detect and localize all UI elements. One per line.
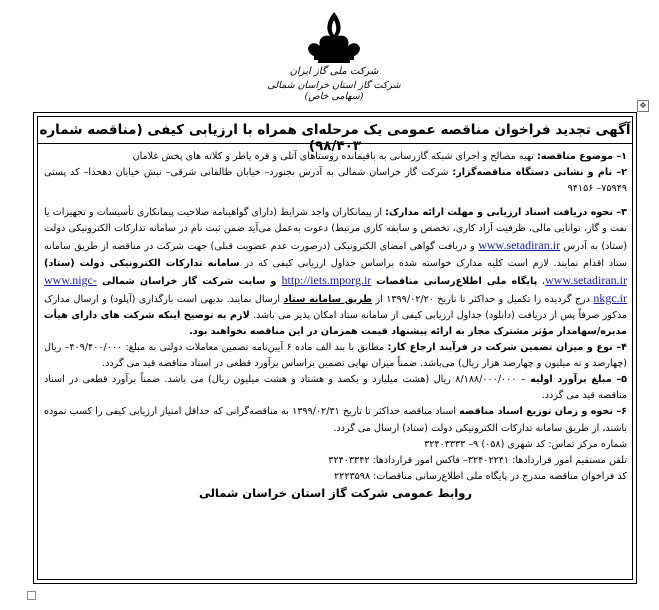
- item-4-text: مطابق با بند الف ماده ۶ آیین‌نامه تضمین معاملات دولتی به مبلغ: ۴۰۹/۴۰۰/۰۰۰– ریال (چهارصد و نه میلیون و چهارصد هزار ریال) می‌باشد. ضمناً میزان نهایی تضمین براساس برآورد قطعی در اسناد مناقصه قید می گردد.: [44, 342, 627, 370]
- gas-company-emblem: [286, 8, 382, 66]
- item-6-text: اسناد مناقصه حداکثر تا تاریخ ۱۳۹۹/۰۲/۳۱ به مناقصه‌گرانی که حداقل امتیاز ارزیابی کیفی را کسب نموده باشند، از طریق سامانه تدارکات الکترونیکی دولت (ستاد) ارسال می گردد.: [44, 406, 627, 434]
- notice-title: آگهی تجدید فراخوان مناقصه عمومی یک مرحله‌ای همراه با ارزیابی کیفی (مناقصه شماره ۹۸/۴۰۳): [39, 122, 631, 154]
- item-2: [44, 165, 627, 197]
- iets-link[interactable]: http://iets.mporg.ir: [281, 272, 372, 287]
- iets-label: پایگاه ملی اطلاع‌رسانی مناقصات: [376, 275, 538, 287]
- notice-inner-border: [37, 116, 633, 580]
- title-divider: [38, 143, 632, 144]
- item-5: [44, 372, 627, 404]
- item-1-label: ۱– موضوع مناقصه:: [537, 151, 627, 162]
- notice-frame: [33, 112, 637, 584]
- gas-site-label: و سایت شرکت گاز خراسان شمالی: [96, 275, 282, 287]
- logo-subsidiary-name: شرکت گاز استان خراسان شمالی (سهامی خاص): [267, 80, 401, 102]
- item-3-text-a: از پیمانکاران واجد شرایط (دارای گواهینامه صلاحیت پیمانکاری تأسیسات و تجهیزات یا نفت و گاز، توانایی مالی، ظرفیت آزاد کاری، تخصص و سابقه کاری مرتبط) دعوت به‌عمل می‌آید ضمن ثبت نام در سامانه تدارکات الکترونیکی دولت (ستاد) به آدرس: [44, 207, 627, 253]
- item-4-label: ۴– نوع و میزان تضمین شرکت در فرآیند ارجاع کار:: [387, 342, 628, 354]
- setad-link[interactable]: www.setadiran.ir: [478, 238, 561, 253]
- setad-link-2[interactable]: www.setadiran.ir: [545, 272, 628, 287]
- item-6-label: ۶– نحوه و زمان توزیع اسناد مناقصه: [459, 406, 627, 418]
- table-resize-handle[interactable]: [27, 591, 36, 600]
- contracts-phone: تلفن مستقیم امور قراردادها: ۳۲۴۰۲۲۴۱– فاکس امور قراردادها: ۳۲۴۰۳۳۴۲: [328, 454, 627, 466]
- table-move-handle[interactable]: ✥: [637, 100, 649, 112]
- item-3-label: ۳– نحوه دریافت اسناد ارزیابی و مهلت ارائه مدارک:: [385, 207, 627, 219]
- item-3-bold-note: لازم به توضیح اینکه شرکت های دارای هیأت مدیره/سهامدار مؤثر مشترک مجاز به ارائه پیشنهاد قیمت همزمان در این مناقصه نخواهند بود.: [44, 309, 627, 337]
- item-2-label: ۲– نام و نشانی دستگاه مناقصه‌گزار:: [452, 167, 627, 179]
- item-4: [44, 340, 627, 372]
- item-5-label: ۵– مبلغ برآورد اولیه: [530, 374, 627, 386]
- item-3-text-d: ،: [537, 275, 546, 287]
- item-3-text-e: درج گردیده را تکمیل و حداکثر تا تاریخ ۱۳۹۹/۰۲/۲۰ از: [372, 293, 594, 305]
- item-1-text: تهیه مصالح و اجرای شبکه گازرسانی به باقیمانده روستاهای آتلی و قره یاطر و کلاته های پخش غلامان: [132, 151, 538, 162]
- item-5-text: – ۸/۱۸۸/۰۰۰/۰۰۰ ریال (هشت میلیارد و یکصد و هشتاد و هشت میلیون ریال) می باشد. ضمناً برآورد قطعی در اسناد مناقصه قید می گردد.: [44, 374, 627, 402]
- item-2-text: شرکت گاز خراسان شمالی به آدرس بجنورد– خیابان طالقانی شرقی– نبش خیابان دهخدا– کد پستی ۷۵۹۴۹– ۹۴۱۵۶: [44, 167, 627, 195]
- notice-body: [44, 149, 627, 501]
- setad-system-name: سامانه تدارکات الکترونیکی دولت (ستاد): [44, 257, 240, 269]
- nigc-link[interactable]: www.nigc-nkgc.ir: [44, 272, 628, 305]
- setad-way: طریق سامانه ستاد: [283, 293, 373, 305]
- item-3-text-f: ارسال نمایند. بدیهی است بارگذاری (آپلود) و ارسال مدارک مذکور صرفاً پس از دریافت (دانلود) جداول ارزیابی کیفی از سامانه ستاد امکان پذیر می باشد.: [44, 293, 628, 321]
- item-1: [44, 149, 627, 165]
- item-6: [44, 404, 627, 436]
- item-3-text-b: و دریافت گواهی امضای الکترونیکی (درصورت عدم عضویت قبلی) جهت شرکت در مناقصه از طریق سامانه ستاد اقدام نمایند. لازم است کلیه مدارک خواسته شده براساس جداول ارزیابی کیفی که در: [44, 241, 627, 269]
- tender-code: کد فراخوان مناقصه مندرج در پایگاه ملی اطلاع‌رسانی مناقصات: ۲۲۲۳۵۹۸: [334, 470, 627, 482]
- logo-company-name: شرکت ملی گاز ایران: [289, 66, 379, 77]
- company-logo: [267, 8, 401, 102]
- signature: روابط عمومی شرکت گاز استان خراسان شمالی: [198, 485, 473, 500]
- contact-center: شماره مرکز تماس: کد شهری (۰۵۸) ۹– ۳۲۴۰۳۳۳۳: [424, 438, 627, 450]
- item-3: [44, 205, 627, 340]
